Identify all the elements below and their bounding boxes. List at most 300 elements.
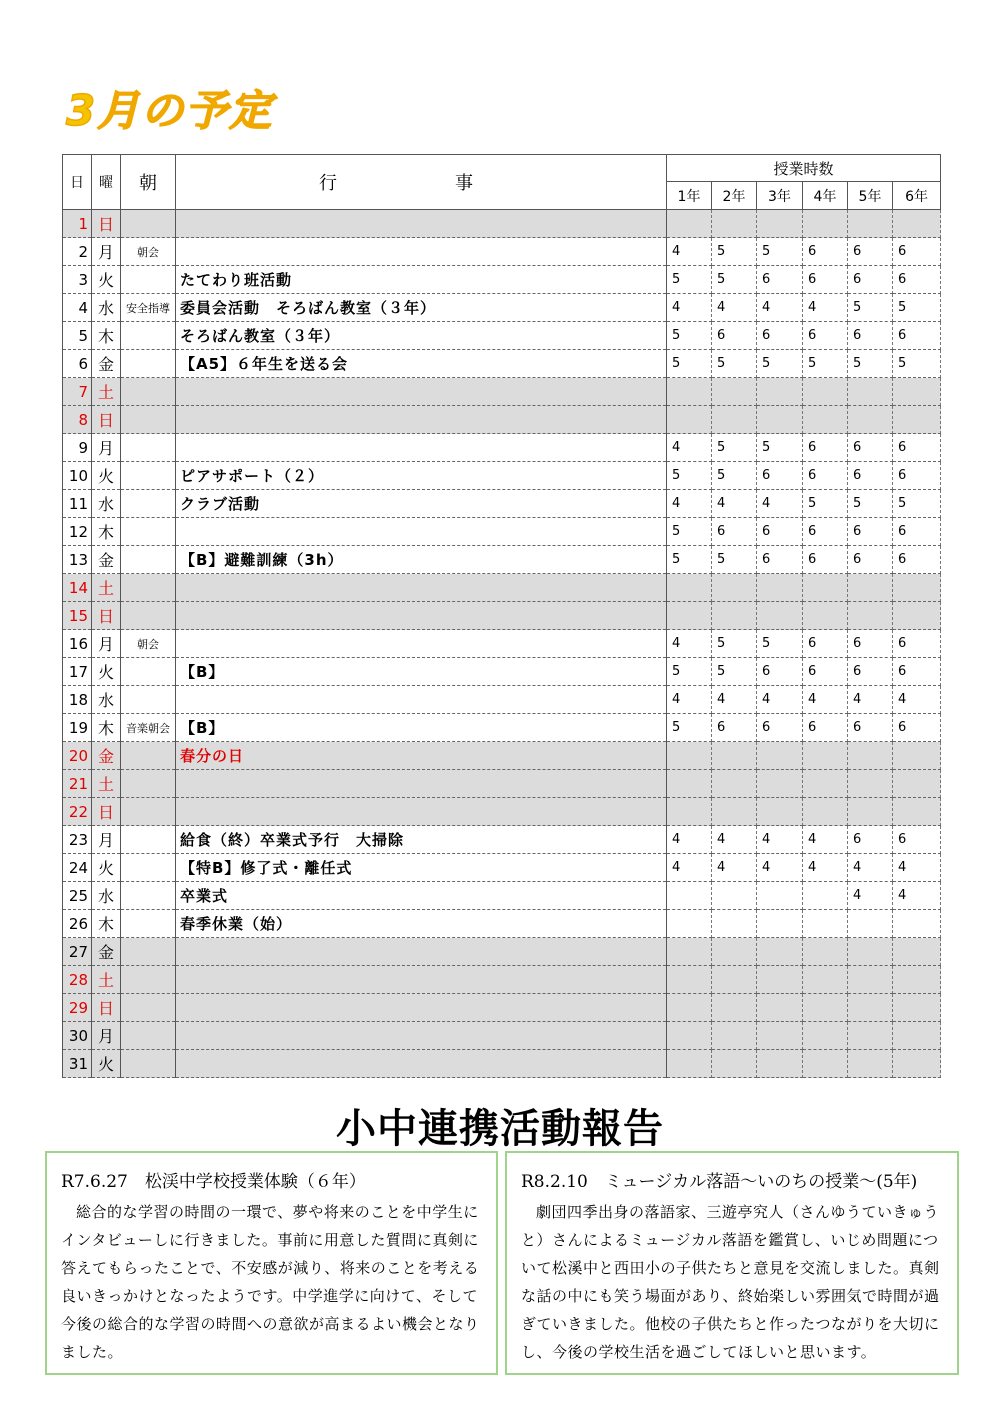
hours-cell: 6 xyxy=(848,518,893,546)
event-cell xyxy=(176,938,667,966)
event-cell: クラブ活動 xyxy=(176,490,667,518)
table-row xyxy=(63,882,941,910)
morning-cell xyxy=(121,546,176,574)
day-cell: 7 xyxy=(63,378,92,406)
hours-cell: 6 xyxy=(893,714,941,742)
table-row xyxy=(63,574,941,602)
hours-cell: 6 xyxy=(712,518,757,546)
hours-cell: 5 xyxy=(712,266,757,294)
hours-cell xyxy=(848,798,893,826)
hours-cell: 4 xyxy=(667,854,712,882)
hours-cell: 6 xyxy=(893,238,941,266)
report-body: 劇団四季出身の落語家、三遊亭究人（さんゆうていきゅうと）さんによるミュージカル落語を鑑賞し、いじめ問題について松溪中と西田小の子供たちと意見を交流しました。真剣な話の中にも笑う場面があり、終始楽しい雰囲気で時間が過ぎていきました。他校の子供たちと作ったつながりを大切にし、今後の学校生活を過ごしてほしいと思います。 xyxy=(521,1203,940,1361)
table-row xyxy=(63,938,941,966)
event-cell: 【B】避難訓練（3h） xyxy=(176,546,667,574)
hours-cell: 5 xyxy=(667,350,712,378)
morning-cell: 安全指導 xyxy=(121,294,176,322)
event-cell: 委員会活動 そろばん教室（３年） xyxy=(176,294,667,322)
hours-cell: 6 xyxy=(893,322,941,350)
morning-cell xyxy=(121,350,176,378)
hours-cell xyxy=(848,210,893,238)
hours-cell xyxy=(667,210,712,238)
hours-cell: 6 xyxy=(803,518,848,546)
day-cell: 21 xyxy=(63,770,92,798)
hours-cell xyxy=(848,994,893,1022)
table-row xyxy=(63,1050,941,1078)
schedule-table xyxy=(62,154,941,1078)
report-body: 総合的な学習の時間の一環で、夢や将来のことを中学生にインタビューしに行きました。事前に用意した質問に真剣に答えてもらったことで、不安感が減り、将来のことを考える良いきっかけとなったようです。中学進学に向けて、そして今後の総合的な学習の時間への意欲が高まるよい機会となりました。 xyxy=(61,1203,480,1361)
weekday-cell: 木 xyxy=(92,518,121,546)
table-row xyxy=(63,686,941,714)
hours-cell xyxy=(803,574,848,602)
hours-cell xyxy=(893,1022,941,1050)
event-cell: 春分の日 xyxy=(176,742,667,770)
hours-cell xyxy=(893,994,941,1022)
morning-cell: 朝会 xyxy=(121,238,176,266)
weekday-cell: 月 xyxy=(92,630,121,658)
table-row xyxy=(63,1022,941,1050)
hours-cell: 5 xyxy=(757,350,803,378)
weekday-cell: 日 xyxy=(92,602,121,630)
hours-cell xyxy=(712,770,757,798)
hours-cell: 4 xyxy=(667,826,712,854)
hours-cell xyxy=(712,378,757,406)
hours-cell xyxy=(848,574,893,602)
weekday-cell: 日 xyxy=(92,994,121,1022)
weekday-cell: 木 xyxy=(92,910,121,938)
event-cell: 給食（終）卒業式予行 大掃除 xyxy=(176,826,667,854)
day-cell: 31 xyxy=(63,1050,92,1078)
hours-cell xyxy=(757,1050,803,1078)
table-row xyxy=(63,630,941,658)
hours-cell: 6 xyxy=(757,546,803,574)
day-cell: 17 xyxy=(63,658,92,686)
hours-cell xyxy=(757,574,803,602)
event-cell: 【B】 xyxy=(176,714,667,742)
hours-cell xyxy=(667,378,712,406)
day-cell: 9 xyxy=(63,434,92,462)
morning-cell xyxy=(121,518,176,546)
hours-cell: 6 xyxy=(848,238,893,266)
hours-cell: 6 xyxy=(848,434,893,462)
schedule-body xyxy=(63,210,941,1078)
weekday-cell: 火 xyxy=(92,266,121,294)
hours-cell: 6 xyxy=(757,322,803,350)
table-row xyxy=(63,546,941,574)
header-grade: 6年 xyxy=(893,182,941,210)
day-cell: 14 xyxy=(63,574,92,602)
hours-cell: 5 xyxy=(757,238,803,266)
event-cell: 【B】 xyxy=(176,658,667,686)
hours-cell: 5 xyxy=(667,462,712,490)
hours-cell xyxy=(667,770,712,798)
hours-cell xyxy=(712,210,757,238)
table-row xyxy=(63,294,941,322)
table-row xyxy=(63,238,941,266)
day-cell: 29 xyxy=(63,994,92,1022)
morning-cell xyxy=(121,658,176,686)
morning-cell xyxy=(121,462,176,490)
hours-cell xyxy=(667,1022,712,1050)
hours-cell: 6 xyxy=(893,546,941,574)
day-cell: 19 xyxy=(63,714,92,742)
hours-cell xyxy=(757,798,803,826)
weekday-cell: 土 xyxy=(92,966,121,994)
hours-cell: 4 xyxy=(712,294,757,322)
hours-cell: 6 xyxy=(893,462,941,490)
weekday-cell: 金 xyxy=(92,350,121,378)
event-cell xyxy=(176,574,667,602)
day-cell: 6 xyxy=(63,350,92,378)
hours-cell: 4 xyxy=(848,854,893,882)
hours-cell xyxy=(712,938,757,966)
hours-cell xyxy=(667,574,712,602)
hours-cell: 6 xyxy=(893,266,941,294)
weekday-cell: 木 xyxy=(92,322,121,350)
table-row xyxy=(63,798,941,826)
hours-cell xyxy=(803,210,848,238)
day-cell: 30 xyxy=(63,1022,92,1050)
day-cell: 23 xyxy=(63,826,92,854)
hours-cell: 6 xyxy=(848,658,893,686)
hours-cell xyxy=(757,910,803,938)
hours-cell: 6 xyxy=(848,266,893,294)
table-row xyxy=(63,434,941,462)
hours-cell xyxy=(712,1022,757,1050)
hours-cell: 6 xyxy=(803,462,848,490)
hours-cell: 6 xyxy=(803,658,848,686)
table-row xyxy=(63,658,941,686)
table-row xyxy=(63,378,941,406)
header-grade: 5年 xyxy=(848,182,893,210)
hours-cell: 6 xyxy=(803,322,848,350)
hours-cell: 6 xyxy=(803,238,848,266)
morning-cell xyxy=(121,210,176,238)
hours-cell: 6 xyxy=(893,826,941,854)
weekday-cell: 月 xyxy=(92,1022,121,1050)
hours-cell: 4 xyxy=(893,854,941,882)
hours-cell: 5 xyxy=(712,238,757,266)
hours-cell xyxy=(712,602,757,630)
report-box xyxy=(45,1151,498,1375)
event-cell xyxy=(176,238,667,266)
hours-cell: 6 xyxy=(893,434,941,462)
hours-cell: 6 xyxy=(757,714,803,742)
table-row xyxy=(63,210,941,238)
weekday-cell: 火 xyxy=(92,462,121,490)
hours-cell xyxy=(667,602,712,630)
morning-cell: 音楽朝会 xyxy=(121,714,176,742)
hours-cell xyxy=(848,602,893,630)
morning-cell xyxy=(121,378,176,406)
day-cell: 24 xyxy=(63,854,92,882)
hours-cell: 5 xyxy=(757,434,803,462)
morning-cell xyxy=(121,406,176,434)
hours-cell xyxy=(712,406,757,434)
event-cell: 【特B】修了式・離任式 xyxy=(176,854,667,882)
table-row xyxy=(63,602,941,630)
hours-cell xyxy=(712,742,757,770)
header-day: 日 xyxy=(63,155,92,210)
header-grade: 2年 xyxy=(712,182,757,210)
report-box xyxy=(505,1151,959,1375)
event-cell xyxy=(176,686,667,714)
table-row xyxy=(63,826,941,854)
hours-cell: 4 xyxy=(712,854,757,882)
hours-cell xyxy=(893,378,941,406)
hours-cell xyxy=(712,798,757,826)
hours-cell: 6 xyxy=(757,266,803,294)
hours-cell xyxy=(848,966,893,994)
event-cell xyxy=(176,1050,667,1078)
header-event: 行 事 xyxy=(176,155,667,210)
event-cell: たてわり班活動 xyxy=(176,266,667,294)
table-row xyxy=(63,462,941,490)
event-cell xyxy=(176,406,667,434)
hours-cell: 5 xyxy=(667,714,712,742)
event-cell: 春季休業（始） xyxy=(176,910,667,938)
event-cell xyxy=(176,518,667,546)
morning-cell xyxy=(121,322,176,350)
hours-cell: 5 xyxy=(893,350,941,378)
day-cell: 2 xyxy=(63,238,92,266)
hours-cell: 6 xyxy=(848,714,893,742)
hours-cell xyxy=(893,574,941,602)
header-weekday: 曜 xyxy=(92,155,121,210)
hours-cell xyxy=(803,910,848,938)
hours-cell: 4 xyxy=(667,686,712,714)
hours-cell: 5 xyxy=(803,350,848,378)
weekday-cell: 月 xyxy=(92,826,121,854)
event-cell xyxy=(176,770,667,798)
hours-cell: 4 xyxy=(712,490,757,518)
table-row xyxy=(63,350,941,378)
hours-cell xyxy=(803,798,848,826)
morning-cell xyxy=(121,266,176,294)
hours-cell xyxy=(803,602,848,630)
hours-cell xyxy=(848,406,893,434)
day-cell: 5 xyxy=(63,322,92,350)
morning-cell xyxy=(121,602,176,630)
day-cell: 4 xyxy=(63,294,92,322)
weekday-cell: 月 xyxy=(92,434,121,462)
table-row xyxy=(63,490,941,518)
table-row xyxy=(63,910,941,938)
hours-cell: 4 xyxy=(712,686,757,714)
hours-cell xyxy=(893,938,941,966)
hours-cell: 4 xyxy=(667,490,712,518)
day-cell: 26 xyxy=(63,910,92,938)
event-cell: 卒業式 xyxy=(176,882,667,910)
table-row xyxy=(63,770,941,798)
morning-cell xyxy=(121,1050,176,1078)
hours-cell: 4 xyxy=(893,882,941,910)
hours-cell xyxy=(893,602,941,630)
hours-cell xyxy=(803,742,848,770)
hours-cell xyxy=(667,938,712,966)
morning-cell xyxy=(121,826,176,854)
hours-cell xyxy=(893,1050,941,1078)
hours-cell xyxy=(893,770,941,798)
hours-cell xyxy=(757,1022,803,1050)
hours-cell: 6 xyxy=(803,630,848,658)
morning-cell xyxy=(121,742,176,770)
hours-cell: 5 xyxy=(667,658,712,686)
event-cell xyxy=(176,798,667,826)
morning-cell xyxy=(121,686,176,714)
hours-cell xyxy=(667,910,712,938)
hours-cell: 6 xyxy=(893,518,941,546)
hours-cell: 6 xyxy=(848,322,893,350)
hours-cell xyxy=(757,602,803,630)
hours-cell: 6 xyxy=(803,434,848,462)
hours-cell: 6 xyxy=(757,658,803,686)
day-cell: 15 xyxy=(63,602,92,630)
hours-cell xyxy=(848,938,893,966)
hours-cell xyxy=(757,770,803,798)
hours-cell: 4 xyxy=(667,238,712,266)
event-cell xyxy=(176,1022,667,1050)
weekday-cell: 金 xyxy=(92,938,121,966)
event-cell: そろばん教室（３年） xyxy=(176,322,667,350)
hours-cell xyxy=(893,210,941,238)
morning-cell xyxy=(121,434,176,462)
day-cell: 3 xyxy=(63,266,92,294)
hours-cell: 5 xyxy=(848,490,893,518)
hours-cell: 4 xyxy=(803,854,848,882)
day-cell: 20 xyxy=(63,742,92,770)
hours-cell: 6 xyxy=(893,658,941,686)
hours-cell: 4 xyxy=(848,686,893,714)
hours-cell: 5 xyxy=(712,350,757,378)
hours-cell xyxy=(757,210,803,238)
event-cell: 【A5】６年生を送る会 xyxy=(176,350,667,378)
hours-cell: 5 xyxy=(712,462,757,490)
day-cell: 13 xyxy=(63,546,92,574)
table-row xyxy=(63,518,941,546)
hours-cell xyxy=(893,798,941,826)
hours-cell: 4 xyxy=(803,826,848,854)
event-cell: ピアサポート（２） xyxy=(176,462,667,490)
event-cell xyxy=(176,966,667,994)
hours-cell: 6 xyxy=(848,546,893,574)
header-hours: 授業時数 xyxy=(667,155,941,182)
hours-cell xyxy=(848,770,893,798)
hours-cell xyxy=(757,742,803,770)
hours-cell: 5 xyxy=(893,490,941,518)
hours-cell: 6 xyxy=(848,826,893,854)
table-row xyxy=(63,714,941,742)
weekday-cell: 金 xyxy=(92,742,121,770)
weekday-cell: 水 xyxy=(92,686,121,714)
table-row xyxy=(63,266,941,294)
report-heading: R8.2.10 ミュージカル落語～いのちの授業～(5年) xyxy=(521,1172,918,1192)
hours-cell: 6 xyxy=(803,714,848,742)
day-cell: 16 xyxy=(63,630,92,658)
day-cell: 22 xyxy=(63,798,92,826)
day-cell: 18 xyxy=(63,686,92,714)
hours-cell: 5 xyxy=(667,266,712,294)
event-cell xyxy=(176,210,667,238)
hours-cell xyxy=(848,1050,893,1078)
hours-cell: 6 xyxy=(712,322,757,350)
hours-cell xyxy=(848,378,893,406)
weekday-cell: 木 xyxy=(92,714,121,742)
morning-cell xyxy=(121,574,176,602)
morning-cell: 朝会 xyxy=(121,630,176,658)
hours-cell xyxy=(757,378,803,406)
morning-cell xyxy=(121,854,176,882)
morning-cell xyxy=(121,994,176,1022)
hours-cell xyxy=(803,882,848,910)
weekday-cell: 水 xyxy=(92,490,121,518)
event-cell xyxy=(176,378,667,406)
weekday-cell: 火 xyxy=(92,854,121,882)
table-row xyxy=(63,406,941,434)
hours-cell: 5 xyxy=(712,546,757,574)
morning-cell xyxy=(121,770,176,798)
weekday-cell: 火 xyxy=(92,658,121,686)
event-cell xyxy=(176,602,667,630)
weekday-cell: 土 xyxy=(92,378,121,406)
hours-cell xyxy=(848,1022,893,1050)
hours-cell: 5 xyxy=(712,434,757,462)
page-title: 3月の予定 xyxy=(66,86,274,135)
hours-cell: 4 xyxy=(667,434,712,462)
day-cell: 8 xyxy=(63,406,92,434)
table-row xyxy=(63,966,941,994)
header-morning: 朝 xyxy=(121,155,176,210)
day-cell: 27 xyxy=(63,938,92,966)
report-title: 小中連携活動報告 xyxy=(336,1106,664,1152)
morning-cell xyxy=(121,938,176,966)
day-cell: 11 xyxy=(63,490,92,518)
report-heading: R7.6.27 松渓中学校授業体験（６年） xyxy=(61,1172,366,1192)
hours-cell xyxy=(803,1050,848,1078)
morning-cell xyxy=(121,1022,176,1050)
day-cell: 25 xyxy=(63,882,92,910)
hours-cell xyxy=(848,742,893,770)
hours-cell: 4 xyxy=(712,826,757,854)
table-row xyxy=(63,994,941,1022)
weekday-cell: 土 xyxy=(92,770,121,798)
weekday-cell: 日 xyxy=(92,406,121,434)
hours-cell xyxy=(893,910,941,938)
weekday-cell: 日 xyxy=(92,210,121,238)
hours-cell: 6 xyxy=(757,462,803,490)
hours-cell xyxy=(803,994,848,1022)
hours-cell xyxy=(712,910,757,938)
hours-cell xyxy=(757,994,803,1022)
hours-cell xyxy=(803,770,848,798)
morning-cell xyxy=(121,966,176,994)
hours-cell xyxy=(803,406,848,434)
hours-cell: 4 xyxy=(848,882,893,910)
event-cell xyxy=(176,630,667,658)
hours-cell xyxy=(712,1050,757,1078)
event-cell xyxy=(176,994,667,1022)
hours-cell xyxy=(803,1022,848,1050)
weekday-cell: 月 xyxy=(92,238,121,266)
weekday-cell: 水 xyxy=(92,294,121,322)
hours-cell xyxy=(757,966,803,994)
weekday-cell: 日 xyxy=(92,798,121,826)
hours-cell: 4 xyxy=(803,294,848,322)
morning-cell xyxy=(121,490,176,518)
hours-cell: 5 xyxy=(848,294,893,322)
weekday-cell: 金 xyxy=(92,546,121,574)
hours-cell xyxy=(712,966,757,994)
